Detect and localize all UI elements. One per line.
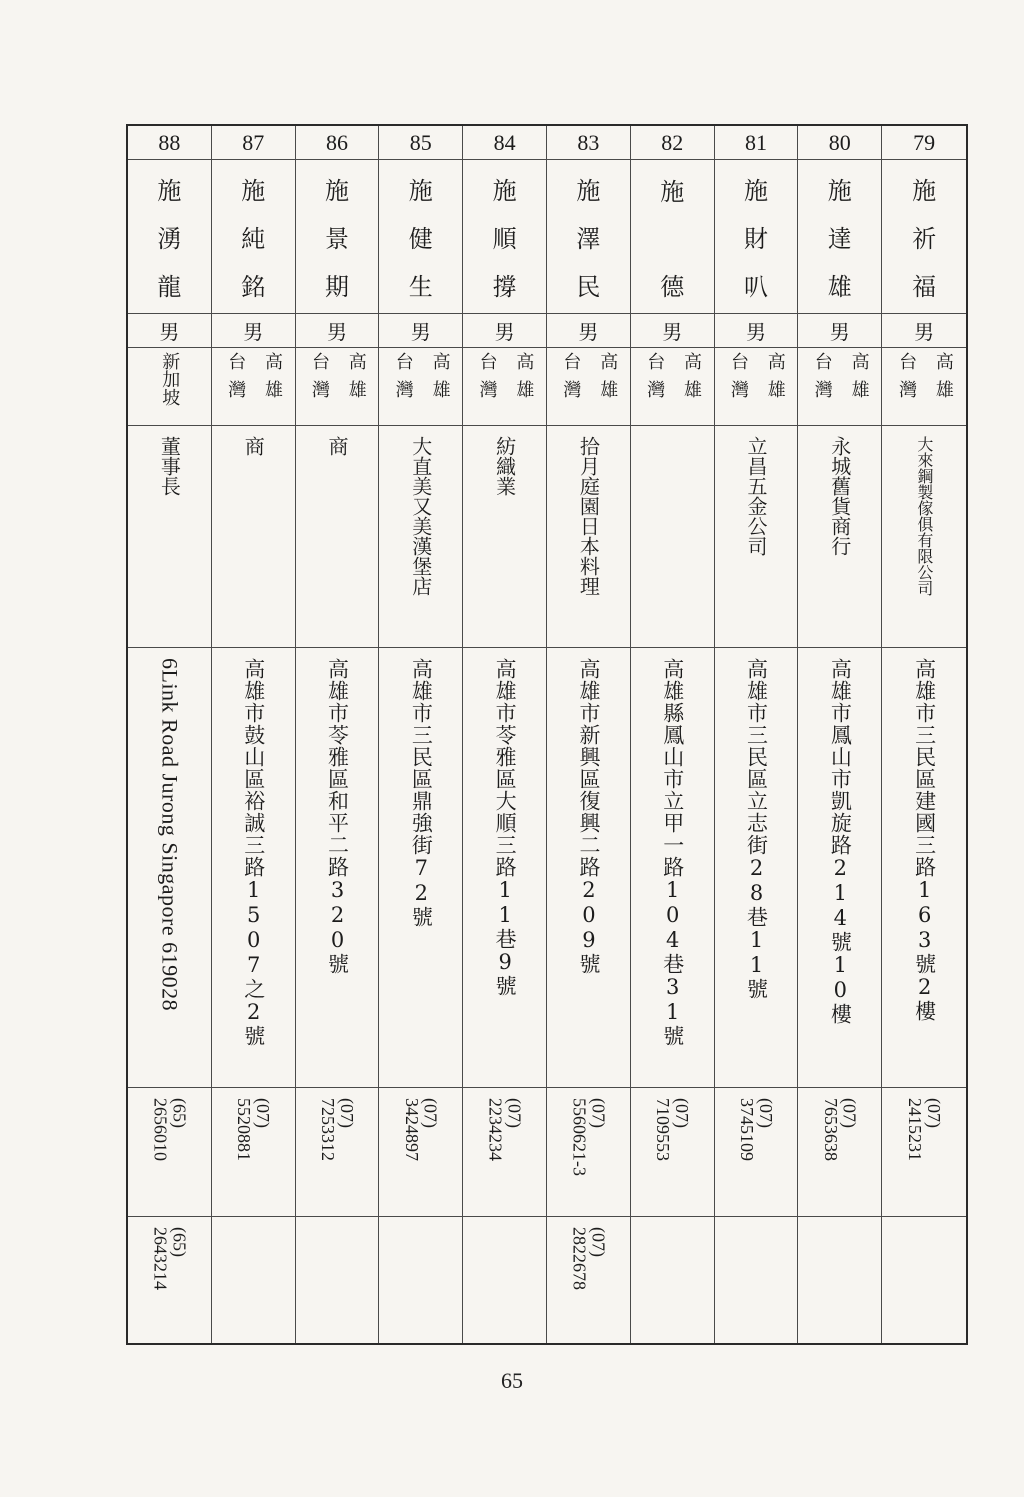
table-column: [798, 126, 882, 1343]
gender: 男: [379, 314, 462, 348]
entry-number: 81: [715, 126, 798, 160]
occupation: [128, 426, 211, 648]
name-char: 健: [408, 224, 433, 253]
page-number: 65: [501, 1368, 523, 1393]
origin-line: 台灣: [225, 352, 247, 408]
table-grid: [128, 126, 966, 1343]
phone-secondary-text: (07) 2822678: [569, 1227, 609, 1290]
address: [296, 648, 379, 1088]
origin-line: 高雄: [429, 352, 451, 408]
phone-secondary-text: (65) 2643214: [150, 1227, 190, 1290]
name-char: 施: [241, 176, 266, 205]
origin: [798, 348, 881, 426]
name-char: 施: [827, 176, 852, 205]
phone-primary: [715, 1088, 798, 1217]
origin: [715, 348, 798, 426]
name-char: 湧: [157, 224, 182, 253]
origin-line: 高雄: [513, 352, 535, 408]
address-text: 高雄縣鳳山市立甲一路104巷31號: [660, 658, 685, 1047]
occupation-text: 董事長: [157, 436, 182, 496]
occupation-text: 大來鋼製傢俱有限公司: [914, 436, 934, 596]
phone-primary: [631, 1088, 714, 1217]
origin: [631, 348, 714, 426]
name-char: 德: [660, 272, 685, 301]
entry-number: 80: [798, 126, 881, 160]
origin: [128, 348, 211, 426]
phone-secondary: [798, 1217, 881, 1347]
entry-number: 87: [212, 126, 295, 160]
gender: 男: [128, 314, 211, 348]
table-column: [296, 126, 380, 1343]
name-char: 生: [408, 273, 433, 302]
origin-lines: [304, 352, 370, 424]
name-char: 施: [324, 176, 349, 205]
occupation: [547, 426, 630, 648]
name-char: 福: [912, 273, 937, 302]
occupation: [212, 426, 295, 648]
address: [631, 648, 714, 1088]
name-char: 財: [743, 224, 768, 253]
phone-secondary: [715, 1217, 798, 1347]
address: [463, 648, 546, 1088]
entry-number: 82: [631, 126, 714, 160]
name-char: 施: [576, 176, 601, 205]
member-name: [296, 160, 379, 314]
address-text: 高雄市三民區立志街28巷11號: [744, 658, 769, 1000]
origin-lines: [556, 352, 622, 424]
name-char: 順: [492, 224, 517, 253]
origin-line: 高雄: [764, 352, 786, 408]
phone-primary-text: (07) 3745109: [736, 1098, 776, 1161]
occupation-text: 商: [324, 436, 349, 456]
origin-char: 加: [159, 370, 181, 388]
origin: [882, 348, 966, 426]
name-char: 銘: [241, 273, 266, 302]
member-name: [212, 160, 295, 314]
origin: [463, 348, 546, 426]
gender: 男: [463, 314, 546, 348]
origin-lines: [807, 352, 873, 424]
occupation-text: 拾月庭園日本料理: [576, 436, 601, 596]
phone-primary-text: (65) 2656010: [150, 1098, 190, 1161]
name-char: 施: [660, 177, 685, 206]
table-column: [715, 126, 799, 1343]
phone-primary-text: (07) 2415231: [905, 1098, 944, 1161]
origin-lines: [639, 352, 705, 424]
origin: [212, 348, 295, 426]
table-column: [631, 126, 715, 1343]
phone-secondary: [379, 1217, 462, 1347]
phone-primary-text: (07) 7109553: [653, 1098, 693, 1161]
address-text: 高雄市三民區鼎強街72號: [409, 658, 434, 928]
address-text: 高雄市三民區建國三路163號2樓: [912, 658, 937, 1022]
origin-line: 高雄: [680, 352, 702, 408]
member-name: [882, 160, 966, 314]
member-name: [128, 160, 211, 314]
occupation-text: 立昌五金公司: [743, 436, 768, 556]
origin-line: 台灣: [392, 352, 414, 408]
entry-number: 86: [296, 126, 379, 160]
gender: 男: [882, 314, 966, 348]
occupation: [463, 426, 546, 648]
occupation: [631, 426, 714, 648]
address-text: 高雄市苓雅區和平二路320號: [325, 658, 350, 975]
name-char: 期: [324, 273, 349, 302]
origin-text: [159, 352, 181, 424]
phone-secondary: [547, 1217, 630, 1347]
address: [882, 648, 966, 1088]
occupation: [715, 426, 798, 648]
occupation: [379, 426, 462, 648]
occupation: [882, 426, 966, 648]
phone-primary: [547, 1088, 630, 1217]
table-column: [128, 126, 212, 1343]
table-column: [463, 126, 547, 1343]
phone-primary-text: (07) 5520881: [234, 1098, 274, 1161]
table-column: [212, 126, 296, 1343]
member-name: [715, 160, 798, 314]
address-text: 高雄市苓雅區大順三路11巷9號: [493, 658, 518, 997]
origin-line: 台灣: [308, 352, 330, 408]
occupation-text: 大直美又美漢堡店: [408, 436, 433, 596]
name-char: 施: [912, 176, 937, 205]
origin: [296, 348, 379, 426]
origin-lines: [220, 352, 286, 424]
origin-line: 台灣: [896, 352, 918, 408]
origin-line: 台灣: [560, 352, 582, 408]
name-char: 施: [743, 176, 768, 205]
address-text: 高雄市鳳山市凱旋路214號10樓: [828, 658, 853, 1025]
address-text: 高雄市鼓山區裕誠三路1507之2號: [241, 658, 266, 1047]
gender: 男: [631, 314, 714, 348]
member-name: [631, 160, 714, 314]
origin-line: 高雄: [345, 352, 367, 408]
phone-primary-text: (07) 3424897: [401, 1098, 441, 1161]
origin-line: 高雄: [597, 352, 619, 408]
origin-line: 台灣: [727, 352, 749, 408]
origin: [547, 348, 630, 426]
origin-lines: [723, 352, 789, 424]
origin-line: 高雄: [932, 352, 954, 408]
phone-primary-text: (07) 5560621-3: [569, 1098, 609, 1176]
origin-line: 台灣: [476, 352, 498, 408]
address-text: 高雄市新興區復興二路209號: [576, 658, 601, 975]
phone-primary: [798, 1088, 881, 1217]
member-name: [547, 160, 630, 314]
name-char: 叭: [743, 273, 768, 302]
occupation-text: 永城舊貨商行: [827, 436, 852, 556]
name-char: 景: [324, 224, 349, 253]
address: [379, 648, 462, 1088]
address-text: 6Link Road Jurong Singapore 619028: [157, 658, 183, 1012]
phone-primary-text: (07) 2234234: [485, 1098, 525, 1161]
phone-secondary: [296, 1217, 379, 1347]
origin-lines: [472, 352, 538, 424]
name-char: 祈: [912, 224, 937, 253]
name-char: 撐: [492, 273, 517, 302]
occupation-text: 紡織業: [492, 436, 517, 496]
origin-lines: [891, 352, 957, 424]
name-char: 施: [408, 176, 433, 205]
origin-char: 新: [159, 352, 181, 370]
phone-primary: [212, 1088, 295, 1217]
origin-line: 高雄: [848, 352, 870, 408]
member-name: [463, 160, 546, 314]
table-column: [882, 126, 966, 1343]
address: [128, 648, 211, 1088]
name-char: 施: [157, 176, 182, 205]
table-column: [547, 126, 631, 1343]
member-name: [379, 160, 462, 314]
phone-secondary: [882, 1217, 966, 1347]
entry-number: 84: [463, 126, 546, 160]
entry-number: 88: [128, 126, 211, 160]
name-char: 雄: [827, 273, 852, 302]
origin-lines: [388, 352, 454, 424]
gender: 男: [296, 314, 379, 348]
phone-secondary: [463, 1217, 546, 1347]
phone-secondary: [631, 1217, 714, 1347]
address: [798, 648, 881, 1088]
phone-primary: [882, 1088, 966, 1217]
origin: [379, 348, 462, 426]
phone-primary: [379, 1088, 462, 1217]
address: [547, 648, 630, 1088]
origin-line: 台灣: [811, 352, 833, 408]
name-char: 純: [241, 224, 266, 253]
gender: 男: [547, 314, 630, 348]
name-char: 達: [827, 224, 852, 253]
address: [212, 648, 295, 1088]
name-char: 民: [576, 273, 601, 302]
origin-line: 高雄: [261, 352, 283, 408]
phone-primary: [128, 1088, 211, 1217]
gender: 男: [212, 314, 295, 348]
phone-primary-text: (07) 7653638: [820, 1098, 860, 1161]
origin-line: 台灣: [644, 352, 666, 408]
phone-primary: [296, 1088, 379, 1217]
entry-number: 79: [882, 126, 966, 160]
occupation: [798, 426, 881, 648]
member-name: [798, 160, 881, 314]
phone-primary-text: (07) 7253312: [317, 1098, 357, 1161]
name-char: 澤: [576, 224, 601, 253]
gender: 男: [798, 314, 881, 348]
phone-secondary: [212, 1217, 295, 1347]
entry-number: 83: [547, 126, 630, 160]
phone-primary: [463, 1088, 546, 1217]
gender: 男: [715, 314, 798, 348]
table-column: [379, 126, 463, 1343]
occupation: [296, 426, 379, 648]
origin-char: 坡: [159, 388, 181, 406]
occupation-text: 商: [241, 436, 266, 456]
entry-number: 85: [379, 126, 462, 160]
name-char: 施: [492, 176, 517, 205]
name-char: 龍: [157, 273, 182, 302]
phone-secondary: [128, 1217, 211, 1347]
address: [715, 648, 798, 1088]
member-table: [126, 124, 968, 1345]
